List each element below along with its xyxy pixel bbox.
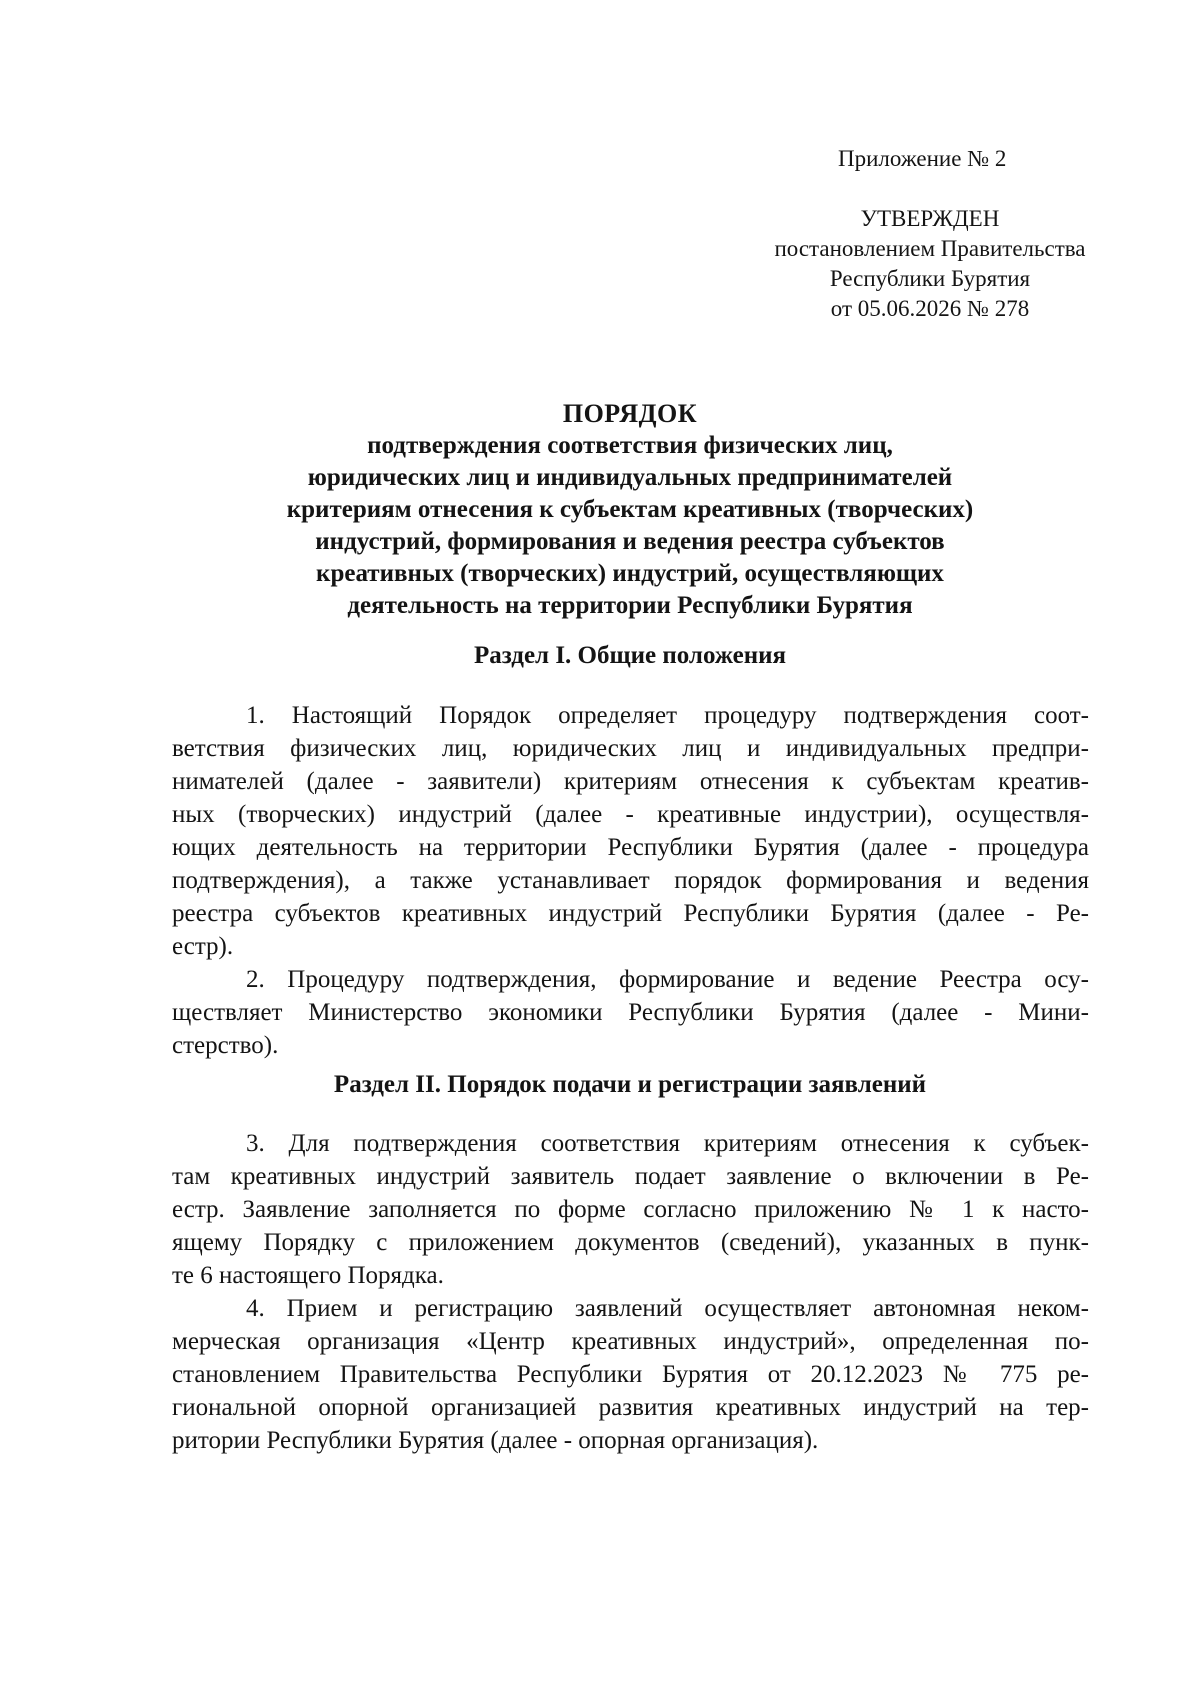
- paragraph-line: ющих деятельность на территории Республики Бурятия (далее - процедура: [172, 834, 1089, 861]
- approval-status: УТВЕРЖДЕН: [860, 206, 1000, 231]
- paragraph-line: там креативных индустрий заявитель подает заявление о включении в Ре-: [172, 1163, 1089, 1190]
- paragraph-line: гиональной опорной организацией развития креативных индустрий на тер-: [172, 1394, 1089, 1421]
- document-subtitle-line: критериям отнесения к субъектам креативных (творческих): [286, 496, 974, 523]
- paragraph-line: мерческая организация «Центр креативных индустрий», определенная по-: [172, 1328, 1089, 1355]
- paragraph-line: 1. Настоящий Порядок определяет процедуру подтверждения соот-: [246, 702, 1089, 729]
- paragraph-line: естр).: [172, 933, 234, 960]
- paragraph-line: ществляет Министерство экономики Республики Бурятия (далее - Мини-: [172, 999, 1089, 1026]
- document-subtitle-line: креативных (творческих) индустрий, осуществляющих: [316, 560, 944, 587]
- paragraph-line: 2. Процедуру подтверждения, формирование и ведение Реестра осу-: [246, 966, 1089, 993]
- paragraph-line: нимателей (далее - заявители) критериям отнесения к субъектам креатив-: [172, 768, 1089, 795]
- document-subtitle-line: деятельность на территории Республики Бурятия: [347, 592, 913, 619]
- approval-line: Республики Бурятия: [829, 266, 1031, 291]
- document-subtitle-line: индустрий, формирования и ведения реестра субъектов: [315, 528, 945, 555]
- paragraph-4: [172, 1292, 1089, 1457]
- paragraph-line: ных (творческих) индустрий (далее - креативные индустрии), осуществля-: [172, 801, 1089, 828]
- paragraph-line: ящему Порядку с приложением документов (сведений), указанных в пунк-: [172, 1229, 1089, 1256]
- paragraph-line: те 6 настоящего Порядка.: [172, 1262, 444, 1289]
- paragraph-line: реестра субъектов креативных индустрий Республики Бурятия (далее - Ре-: [172, 900, 1089, 927]
- paragraph-line: стерство).: [172, 1032, 279, 1059]
- section-heading: Раздел II. Порядок подачи и регистрации заявлений: [333, 1071, 927, 1098]
- paragraph-line: ритории Республики Бурятия (далее - опорная организация).: [172, 1427, 819, 1454]
- paragraph-line: 3. Для подтверждения соответствия критериям отнесения к субъек-: [246, 1130, 1089, 1157]
- document-title: ПОРЯДОК: [562, 399, 698, 428]
- paragraph-line: ветствия физических лиц, юридических лиц и индивидуальных предпри-: [172, 735, 1089, 762]
- approval-block: [740, 204, 1120, 324]
- paragraph-3: [172, 1127, 1089, 1292]
- section-heading: Раздел I. Общие положения: [473, 642, 787, 669]
- paragraph-line: становлением Правительства Республики Бурятия от 20.12.2023 № 775 ре-: [172, 1361, 1089, 1388]
- paragraph-2: [172, 963, 1089, 1062]
- appendix-label: Приложение № 2: [838, 146, 1007, 171]
- document-title-block: [160, 398, 1100, 622]
- approval-date-number: от 05.06.2026 № 278: [830, 296, 1030, 321]
- paragraph-line: естр. Заявление заполняется по форме согласно приложению № 1 к насто-: [172, 1196, 1089, 1223]
- paragraph-line: 4. Прием и регистрацию заявлений осуществляет автономная неком-: [246, 1295, 1089, 1322]
- paragraph-line: подтверждения), а также устанавливает порядок формирования и ведения: [172, 867, 1089, 894]
- document-subtitle-line: подтверждения соответствия физических лиц,: [367, 432, 893, 459]
- document-subtitle-line: юридических лиц и индивидуальных предпринимателей: [307, 464, 953, 491]
- approval-line: постановлением Правительства: [774, 236, 1086, 261]
- paragraph-1: [172, 699, 1089, 963]
